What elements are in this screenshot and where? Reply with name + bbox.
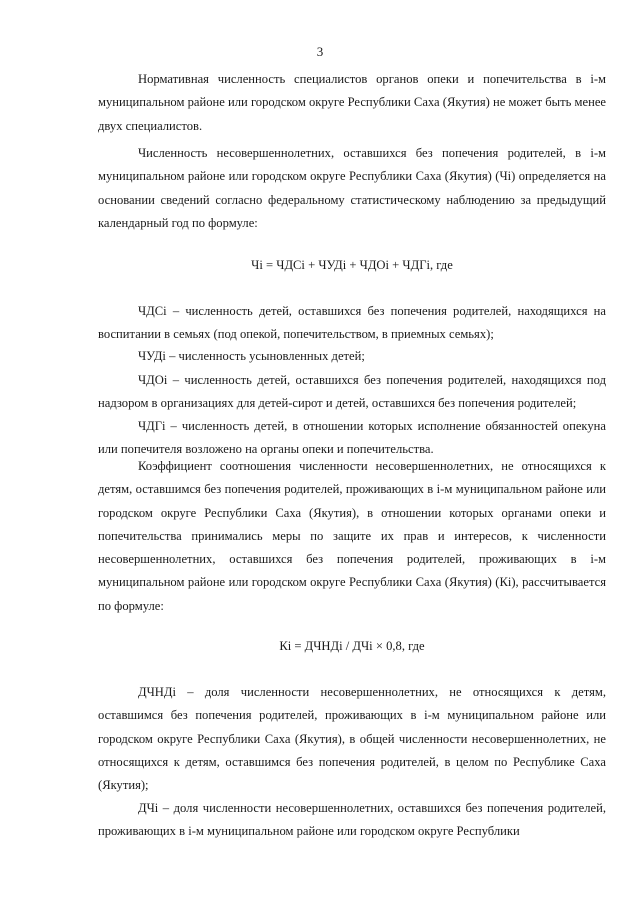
paragraph-normative-count: Нормативная численность специалистов органов опеки и попечительства в i-м муниципальном районе или городском округе Республики Саха (Якутия) не может быть менее двух специалистов. xyxy=(98,72,606,133)
definition-dch: ДЧi – доля численности несовершеннолетних, оставшихся без попечения родителей, проживающих в i-м муниципальном районе или городском округе Республики xyxy=(98,801,606,839)
paragraph-coefficient: Коэффициент соотношения численности несовершеннолетних, не относящихся к детям, оставшимся без попечения родителей, проживающих в i-м муниципальном районе или городском округе Республики Саха (Якутия), в отношении которых органами опеки и попечительства принимались меры по защите их прав и интересов, к численности несовершеннолетних, оставшихся без попечения родителей, проживающих в i-м муниципальном районе или городском округе Республики Саха (Якутия) (Кi), рассчитывается по формуле: xyxy=(98,459,606,613)
definition-chds: ЧДСi – численность детей, оставшихся без попечения родителей, находящихся на воспитании в семьях (под опекой, попечительством, в приемных семьях); xyxy=(98,304,606,342)
definition-chdo: ЧДОi – численность детей, оставшихся без попечения родителей, находящихся под надзором в организациях для детей-сирот и детей, оставшихся без попечения родителей; xyxy=(98,373,606,411)
definition-chud: ЧУДi – численность усыновленных детей; xyxy=(138,349,365,363)
definition-chdg: ЧДГi – численность детей, в отношении которых исполнение обязанностей опекуна или попечителя возложено на органы опеки и попечительства. xyxy=(98,419,606,457)
formula-total-minors: Чi = ЧДСi + ЧУДi + ЧДОi + ЧДГi, где xyxy=(251,258,453,272)
formula-coefficient: Кi = ДЧНДi / ДЧi × 0,8, где xyxy=(279,639,425,653)
page-number: 3 xyxy=(316,44,324,59)
paragraph-minors-count: Численность несовершеннолетних, оставшихся без попечения родителей, в i-м муниципальном районе или городском округе Республики Саха (Якутия) (Чi) определяется на основании сведений согласно федеральному статистическому наблюдению за предыдущий календарный год по формуле: xyxy=(98,146,606,230)
definition-dchnd: ДЧНДi – доля численности несовершеннолетних, не относящихся к детям, оставшимся без попечения родителей, проживающих в i-м муниципальном районе или городском округе Республики Саха (Якутия), в общей численности несовершеннолетних, не относящихся к детям, оставшимся без попечения родителей, в целом по Республике Саха (Якутия); xyxy=(98,685,606,793)
